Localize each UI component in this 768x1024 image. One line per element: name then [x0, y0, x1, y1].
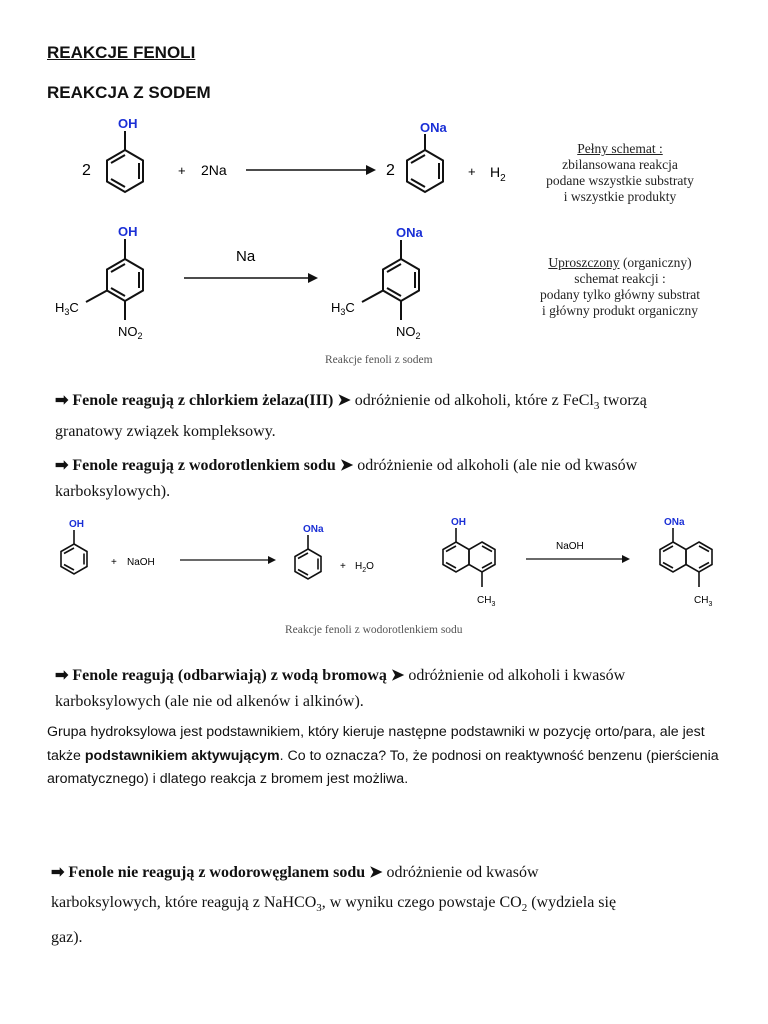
- plus-sign: +: [111, 557, 117, 568]
- methylnitrophenol-structure: [86, 239, 143, 320]
- ona-label: ONa: [664, 517, 685, 528]
- ona-label: ONa: [396, 225, 423, 240]
- methyl-label: $H_3C$: [331, 300, 355, 317]
- arrow-head: [622, 555, 630, 563]
- methylnitrophenolate-structure: [362, 240, 419, 320]
- phenolate-ona-label: ONa: [420, 120, 447, 135]
- methylnaphtholate-structure: [660, 528, 712, 587]
- reagent-naoh-label: NaOH: [556, 541, 584, 552]
- figure-caption-sodium: Reakcje fenoli z sodem: [325, 354, 433, 366]
- oh-label: OH: [118, 224, 138, 239]
- hydrogen-product: $H_2$: [490, 164, 506, 184]
- arrow-head: [268, 556, 276, 564]
- figure-caption-naoh: Reakcje fenoli z wodorotlenkiem sodu: [285, 624, 463, 636]
- sodium-phenolate-structure: [407, 134, 443, 192]
- reagent-naoh-label: NaOH: [127, 557, 155, 568]
- phenol-oh-label: OH: [118, 116, 138, 131]
- methylnaphthol-structure: [443, 528, 495, 587]
- phenol-structure: [107, 131, 143, 192]
- section-heading-sodium: REAKCJA Z SODEM: [47, 83, 211, 102]
- methyl-label: $CH_3$: [694, 595, 713, 608]
- arrow-head: [308, 273, 318, 283]
- methyl-label: $H_3C$: [55, 300, 79, 317]
- point-naoh: ➡ Fenole reagują z wodorotlenkiem sodu ➤ odróżnienie od alkoholi (ale nie od kwasów karboksylowych).: [55, 457, 638, 500]
- plus-sign: +: [178, 163, 186, 178]
- phenol-structure: [61, 530, 87, 574]
- coefficient-left: 2: [82, 162, 91, 179]
- note-full-scheme: Pełny schemat : zbilansowana reakcja podane wszystkie substraty i wszystkie produkty: [546, 141, 694, 204]
- oh-label: OH: [451, 517, 466, 528]
- point-bicarbonate: ➡ Fenole nie reagują z wodorowęglanem sodu ➤ odróżnienie od kwasów karboksylowych, które reagują z NaHCO$_3$, w wyniku czego powstaje $CO_2$ (wydziela się gaz).: [51, 864, 617, 947]
- page-title: REAKCJE FENOLI: [47, 43, 196, 62]
- point-bromine: ➡ Fenole reagują (odbarwiają) z wodą bromową ➤ odróżnienie od alkoholi i kwasów karboksylowych (ale nie od alkenów i alkinów).: [55, 667, 626, 710]
- note-simplified-scheme: Uproszczony (organiczny) schemat reakcji : podany tylko główny substrat i główny produkt organiczny: [539, 255, 701, 318]
- oh-label: OH: [69, 519, 84, 530]
- nitro-label: $NO_2$: [396, 324, 421, 341]
- plus-sign: +: [340, 561, 346, 572]
- sodium-phenolate-structure: [295, 535, 321, 579]
- plus-sign: +: [468, 164, 476, 179]
- methyl-label: $CH_3$: [477, 595, 496, 608]
- water-label: $H_2O$: [355, 561, 374, 574]
- ona-label: ONa: [303, 524, 324, 535]
- arrow-head: [366, 165, 376, 175]
- coefficient-right: 2: [386, 162, 395, 179]
- reagent-na-label: 2Na: [201, 162, 227, 178]
- reagent-na-label: Na: [236, 248, 256, 265]
- point-fecl3: ➡ Fenole reagują z chlorkiem żelaza(III) ➤ odróżnienie od alkoholi, które z FeCl$_3$ tworzą granatowy związek kompleksowy.: [55, 392, 647, 441]
- nitro-label: $NO_2$: [118, 324, 143, 341]
- activating-group-paragraph: Grupa hydroksylowa jest podstawnikiem, który kieruje następne podstawniki w pozycję orto/para, ale jest także podstawnikiem aktywującym. Co to oznacza? To, że podnosi on reaktywność benzenu (pierścienia aromatycznego) i dlatego reakcja z bromem jest możliwa.: [47, 724, 719, 787]
